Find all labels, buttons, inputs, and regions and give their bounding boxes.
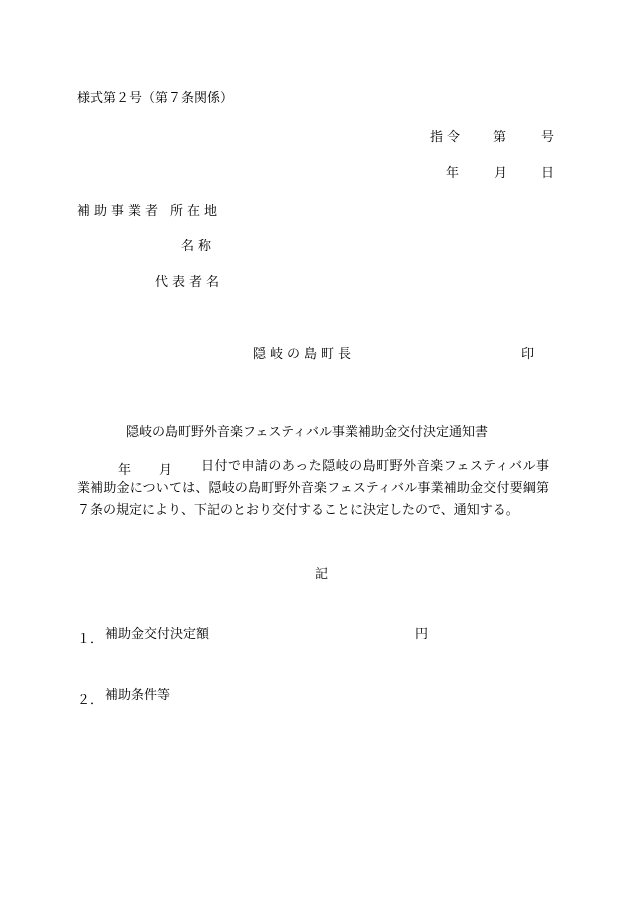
item-unit: 円	[415, 627, 429, 642]
issuer-title: 隠岐の島町長	[253, 347, 356, 362]
body-month: 月	[159, 463, 173, 478]
name-label: 名称	[181, 239, 216, 254]
date-year: 年	[446, 166, 460, 181]
address-label: 所在地	[170, 204, 222, 219]
ki-heading: 記	[315, 567, 329, 582]
directive-dai: 第	[493, 130, 507, 145]
directive-go: 号	[541, 130, 555, 145]
document-title: 隠岐の島町野外音楽フェスティバル事業補助金交付決定通知書	[126, 425, 489, 440]
directive-label: 指令	[430, 130, 465, 145]
date-month: 月	[494, 166, 508, 181]
recipient-label: 補助事業者	[77, 204, 163, 219]
seal-mark: 印	[521, 347, 535, 362]
item-label: 補助金交付決定額	[105, 627, 210, 642]
form-number: 様式第２号（第７条関係）	[77, 91, 234, 106]
item-number: １．	[77, 632, 104, 647]
item-label: 補助条件等	[105, 688, 171, 703]
item-number: ２．	[77, 693, 104, 708]
date-day: 日	[541, 166, 555, 181]
representative-label: 代表者名	[155, 275, 224, 290]
body-year: 年	[118, 463, 132, 478]
body-text: 日付で申請のあった隠岐の島町野外音楽フェスティバル事業補助金については、隠岐の島町野外音楽フェスティバル事業補助金交付要綱第７条の規定により、下記のとおり交付することに決定したので、通知する。	[77, 459, 549, 518]
